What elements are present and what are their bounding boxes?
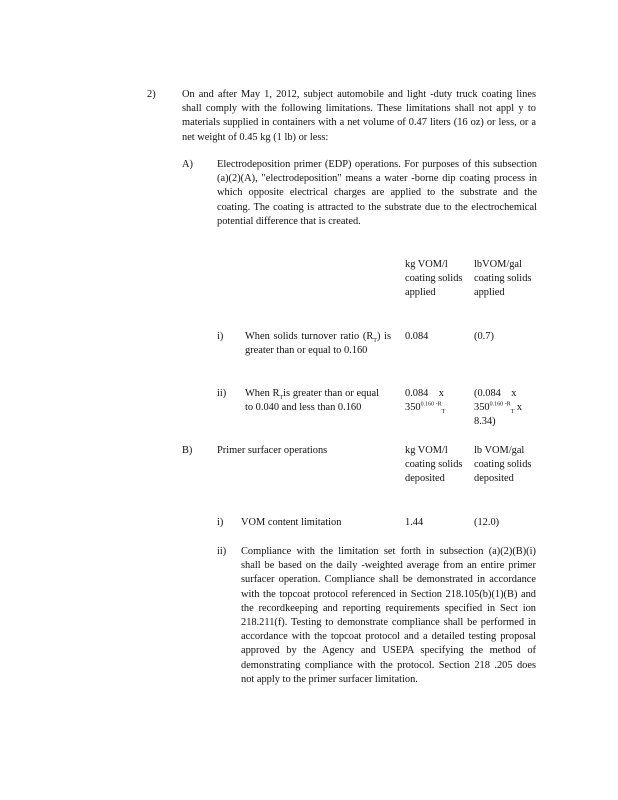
- section-b-row-i-kg-value: 1.44: [405, 517, 424, 528]
- section-a-row-ii-text: When $R_Tis$ greater than or equal to 0.040 and less than 0.160: [245, 388, 379, 414]
- section-a-row-ii-lb-formula: (0.084 x $350^{0.160 -R}_T$ x 8.34): [474, 388, 523, 428]
- section-b-row-i-lb-value: (12.0): [474, 517, 500, 528]
- section-a-letter: A): [182, 159, 193, 170]
- section-a-paragraph: Electrodeposition primer (EDP) operations. For purposes of this subsection (a)(2)(A), "electrodeposition" means a water -borne dip coating process in which opposite electrical charges are applied to the substrate and the coating. The coating is attracted to the substrate due to the electrochemical potential difference that is created.: [217, 159, 537, 227]
- section-b-lb-header: lb VOM/gal coating solids deposited: [474, 445, 532, 485]
- section-a-row-i-number: i): [217, 331, 224, 342]
- item-number-2: 2): [147, 89, 156, 100]
- item-2-paragraph: On and after May 1, 2012, subject automobile and light -duty truck coating lines shall comply with the following limitations. These limitations shall not appl y to materials supplied in containers with a net volume of 0.47 liters (16 oz) or less, or a net weight of 0.45 kg (1 lb) or less:: [182, 89, 536, 143]
- section-a-row-i-text: When solids turnover ratio $(R_T)$ is greater than or equal to 0.160: [245, 331, 391, 357]
- section-b-row-ii-paragraph: Compliance with the limitation set forth in subsection (a)(2)(B)(i) shall be based on the daily -weighted average from an entire primer surfacer operation. Compliance shall be demonstrated in accordance with the topcoat protocol referenced in Section 218.105(b)(1)(B) and the recordkeeping and reporting requirements specified in Sect ion 218.211(f). Testing to demonstrate compliance shall be performed in accordance with the topcoat protocol and a detailed testing proposal approved by the Agency and USEPA specifying the method of demonstrating compliance with the protocol. Section 218 .205 does not apply to the primer surfacer limitation.: [241, 546, 536, 685]
- section-a-kg-header: kg VOM/l coating solids applied: [405, 259, 463, 299]
- section-a-row-ii-number: ii): [217, 388, 227, 399]
- section-b-row-ii-number: ii): [217, 546, 227, 557]
- section-a-row-ii-kg-formula: 0.084 x $350^{0.160 -R}_T$: [405, 388, 446, 416]
- section-b-kg-header: kg VOM/l coating solids deposited: [405, 445, 463, 485]
- section-a-row-i-kg-value: 0.084: [405, 331, 429, 342]
- section-b-letter: B): [182, 445, 193, 456]
- section-b-row-i-text: VOM content limitation: [241, 517, 342, 528]
- section-a-row-i-lb-value: (0.7): [474, 331, 494, 342]
- section-b-title: Primer surfacer operations: [217, 445, 328, 456]
- section-a-lb-header: lbVOM/gal coating solids applied: [474, 259, 532, 299]
- section-b-row-i-number: i): [217, 517, 224, 528]
